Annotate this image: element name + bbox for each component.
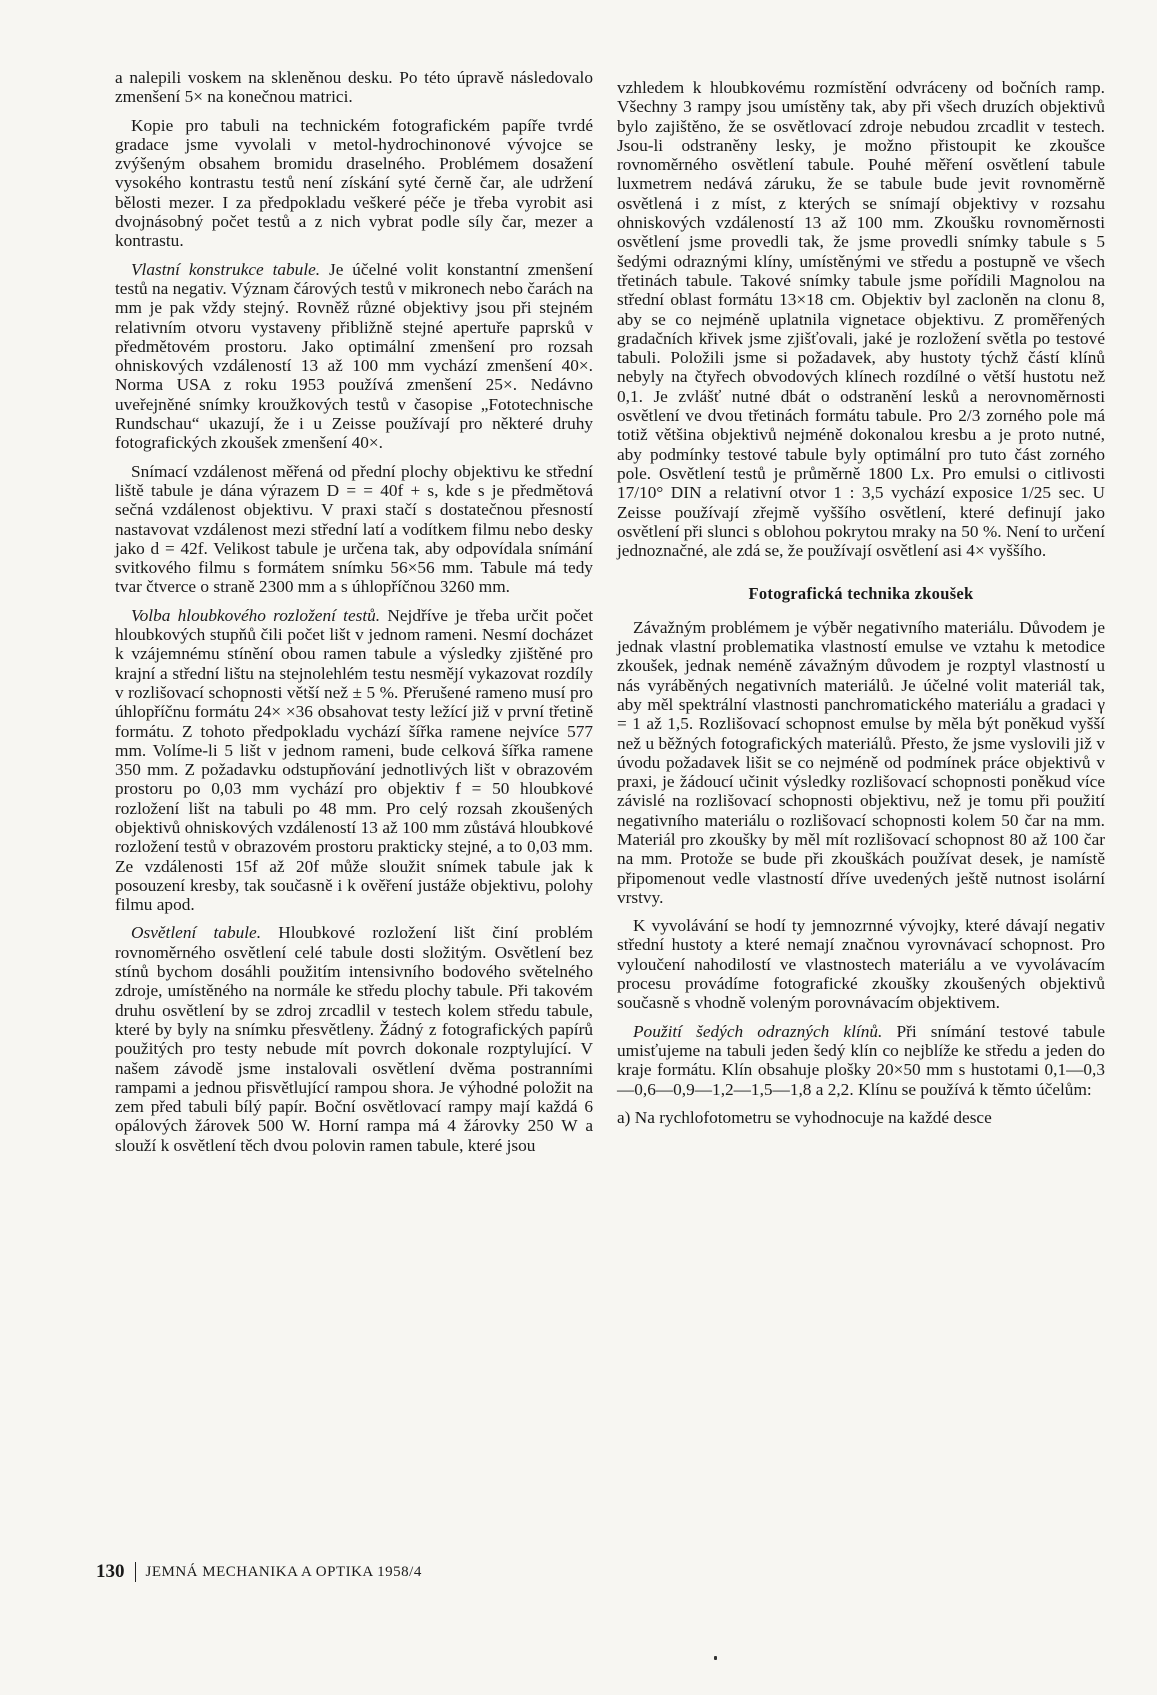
footer-divider [135,1562,136,1582]
paragraph [115,68,593,107]
paragraph-text: Snímací vzdálenost měřená od přední plochy objektivu ke střední liště tabule je dána výrazem D = = 40f + s, kde s je předmětová sečná vzdálenost objektivu. V praxi stačí s dostatečnou přesností nastavovat vzdálenost mezi střední latí a vodítkem filmu nebo desky jako d = 42f. Velikost tabule je určena tak, aby odpovídala snímání svitkového filmu s formátem snímku 56×56 mm. Tabule má tedy tvar čtverce o straně 2300 mm a s úhlopříčnou 3260 mm. [115,461,593,597]
paragraph-text: Je účelné volit konstantní zmenšení testů na negativ. Význam čárových testů v mikronech nebo čarách na mm je pak vždy stejný. Rovněž různé objektivy jsou při stejném relativním otvoru vystaveny přibližně stejné apertuře paprsků v předmětovém prostoru. Jako optimální zmenšení pro rozsah ohniskových vzdáleností 13 až 100 mm vychází zmenšení 40×. Norma USA z roku 1953 používá zmenšení 25×. Nedávno uveřejněné snímky kroužkových testů v časopise „Fototechnische Rundschau“ ukazují, že i u Zeisse používají pro některé druhy fotografických zkoušek zmenšení 40×. [115,259,593,453]
section-heading: Fotografická technika zkoušek [748,584,974,604]
paragraph-run-in-heading: Volba hloubkového rozložení testů. [131,605,381,625]
paragraph [617,618,1105,907]
paragraph [617,916,1105,1012]
list-item [617,1108,1105,1127]
paragraph-text: K vyvolávání se hodí ty jemnozrnné vývojky, které dávají negativ střední hustoty a které nemají značnou vyrovnávací schopnost. Pro vyloučení nahodilostí ve vlastnostech materiálu a ve vyvolávacím procesu provádíme fotografické zkoušky zkoušených objektivů současně s vhodně voleným porovnávacím objektivem. [617,916,1105,1013]
paragraph [115,116,593,251]
paragraph-text: Hloubkové rozložení lišt činí problém rovnoměrného osvětlení celé tabule dosti složitým. Osvětlení bez stínů bychom dosáhli použitím intensivního bodového světelného zdroje, umístěného na normále ke středu plochy tabule. Při takovém druhu osvětlení by se zdroj zrcadlil v testech kolem středu tabule, které by byly na snímku přesvětleny. Žádný z fotografických papírů použitých pro testy nebude mít povrch dokonale rozptylující. V našem závodě jsme instalovali osvětlení dvěma postranními rampami a jednou přisvětlující rampou shora. Je výhodné položit na zem před tabuli bílý papír. Boční osvětlovací rampy mají každá 6 opálových žárovek 500 W. Horní rampa má 4 žárovky 250 W a slouží k osvětlení těch dvou polovin ramen tabule, které jsou [115,923,593,1155]
page-footer [96,1561,422,1583]
scan-artifact-dot [714,1656,717,1660]
paragraph-run-in-heading: Osvětlení tabule. [131,923,262,943]
paragraph-text: a nalepili voskem na skleněnou desku. Po této úpravě následovalo zmenšení 5× na konečnou matrici. [115,68,593,107]
paragraph-text: a) Na rychlofotometru se vyhodnocuje na každé desce [617,1107,992,1127]
right-text-column [617,78,1105,1136]
paragraph [115,923,593,1155]
left-text-column [115,68,593,1164]
paragraph-text: Závažným problémem je výběr negativního materiálu. Důvodem je jednak vlastní problematika vlastností emulse ve vztahu k metodice zkoušek, jednak neméně závažným důvodem je rozptyl vlastností u nás vyráběných negativních materiálů. Je účelné volit materiál tak, aby měl spektrální vlastnosti panchromatického materiálu a gradaci γ = 1 až 1,5. Rozlišovací schopnost emulse by měla být poněkud vyšší než u běžných fotografických materiálů. Přesto, že jsme vyslovili již v úvodu požadavek lišit se co nejméně od podmínek práce objektivů v praxi, je žádoucí učinit výsledky rozlišovací schopnosti poněkud více závislé na rozlišovací schopnosti objektivu, než je tomu při použití negativního materiálu o rozlišovací schopnosti kolem 50 čar na mm. Materiál pro zkoušky by měl mít rozlišovací schopnost 80 až 100 čar na mm. Protože se bude při zkouškách používat desek, je namístě připomenout vedle vlastností dříve uvedených ještě nutnost isolární vrstvy. [617,617,1105,907]
paragraph-run-in-heading: Vlastní konstrukce tabule. [131,259,321,279]
paragraph-text: Při snímání testové tabule umisťujeme na tabuli jeden šedý klín co nejblíže ke středu a jeden do kraje formátu. Klín obsahuje plošky 20×50 mm s hustotami 0,1—0,3—0,6—0,9—1,2—1,5—1,8 a 2,2. Klínu se používá k těmto účelům: [617,1021,1105,1099]
paragraph-text: vzhledem k hloubkovému rozmístění odvráceny od bočních ramp. Všechny 3 rampy jsou umístěny tak, aby při všech druzích objektivů bylo zajištěno, že se osvětlovací zdroje nebudou zrcadlit v testech. Jsou-li odstraněny lesky, je možno přistoupit ke zkoušce rovnoměrného osvětlení tabule. Pouhé měření osvětlení tabule luxmetrem nedává záruku, že se tabule bude jevit rovnoměrně osvětlená i z míst, z kterých se snímají objektivy v rozsahu ohniskových vzdáleností 13 až 100 mm. Zkoušku rovnoměrnosti osvětlení jsme provedli tak, že jsme provedli snímky tabule s 5 šedými odraznými klíny, umístěnými ve středu a postupně ve všech třetinách tabule. Takové snímky tabule jsme pořídili Magnolou na střední oblast formátu 13×18 cm. Objektiv byl zacloněn na clonu 8, aby se co nejméně uplatnila vignetace objektivu. Z proměřených gradačních křivek jsme zjišťovali, jaké je rozložení světla po testové tabuli. Položili jsme si požadavek, aby hustoty týchž částí klínů nebyly na čtyřech obvodových klínech rozdílné o větší hustotu než 0,1. Je zvlášť nutné dbát o odstranění lesků a nerovnoměrnosti osvětlení ve dvou třetinách formátu tabule. Pro 2/3 zorného pole má totiž většina objektivů nejméně dokonalou kresbu a je proto nutné, aby podmínky testové tabule byly optimální pro tuto část zorného pole. Osvětlení testů je průměrně 1800 Lx. Pro emulsi o citlivosti 17/10° DIN a relativní otvor 1 : 3,5 vychází exposice 1/25 sec. U Zeisse používají zřejmě vyššího osvětlení, které definují jako osvětlení při slunci s oblohou pokrytou mraky na 50 %. Není to určení jednoznačné, ale zdá se, že používají osvětlení asi 4× vyššího. [617,78,1105,561]
paragraph-text: Nejdříve je třeba určit počet hloubkových stupňů čili počet lišt v jednom rameni. Nesmí docházet k vzájemnému stínění obou ramen tabule a výsledky zjištěné pro krajní a střední lištu na stejnolehlém testu nesmějí vykazovat rozdíly v rozlišovací schopnosti větší než ± 5 %. Přerušené rameno musí pro úhlopříčnu formátu 24× ×36 obsahovat testy ležící již v první třetině formátu. Z tohoto předpokladu vychází šířka ramene nejvíce 577 mm. Volíme-li 5 lišt v jednom rameni, bude celková šířka ramene 350 mm. Z požadavku odstupňování jednotlivých lišt v obrazovém prostoru po 0,03 mm vychází pro objektiv f = 50 hloubkové rozložení lišt na tabuli po 48 mm. Pro celý rozsah zkoušených objektivů ohniskových vzdáleností 13 až 100 mm zůstává hloubkové rozložení testů v obrazovém prostoru prakticky stejné, a to 0,03 mm. Ze vzdálenosti 15f až 20f může sloužit snímek tabule jak k posouzení kresby, tak současně i k ověření justáže objektivu, polohy filmu apod. [115,605,593,915]
paragraph [115,260,593,453]
paragraph [115,606,593,915]
paragraph [115,462,593,597]
paragraph [617,1022,1105,1099]
paragraph [617,78,1105,560]
paragraph-text: Kopie pro tabuli na technickém fotografickém papíře tvrdé gradace jsme vyvolali v metol-hydrochinonové vývojce se zvýšeným obsahem bromidu draselného. Problémem dosažení vysokého kontrastu testů není získání syté černě čar, ale udržení bělosti mezer. I za předpokladu veškeré péče je třeba vyrobit asi dvojnásobný počet testů a z nich vybrat podle síly čar, mezer a kontrastu. [115,115,593,251]
page-number: 130 [96,1561,125,1582]
paragraph-run-in-heading: Použití šedých odrazných klínů. [633,1021,883,1041]
journal-title: JEMNÁ MECHANIKA A OPTIKA 1958/4 [145,1563,422,1580]
